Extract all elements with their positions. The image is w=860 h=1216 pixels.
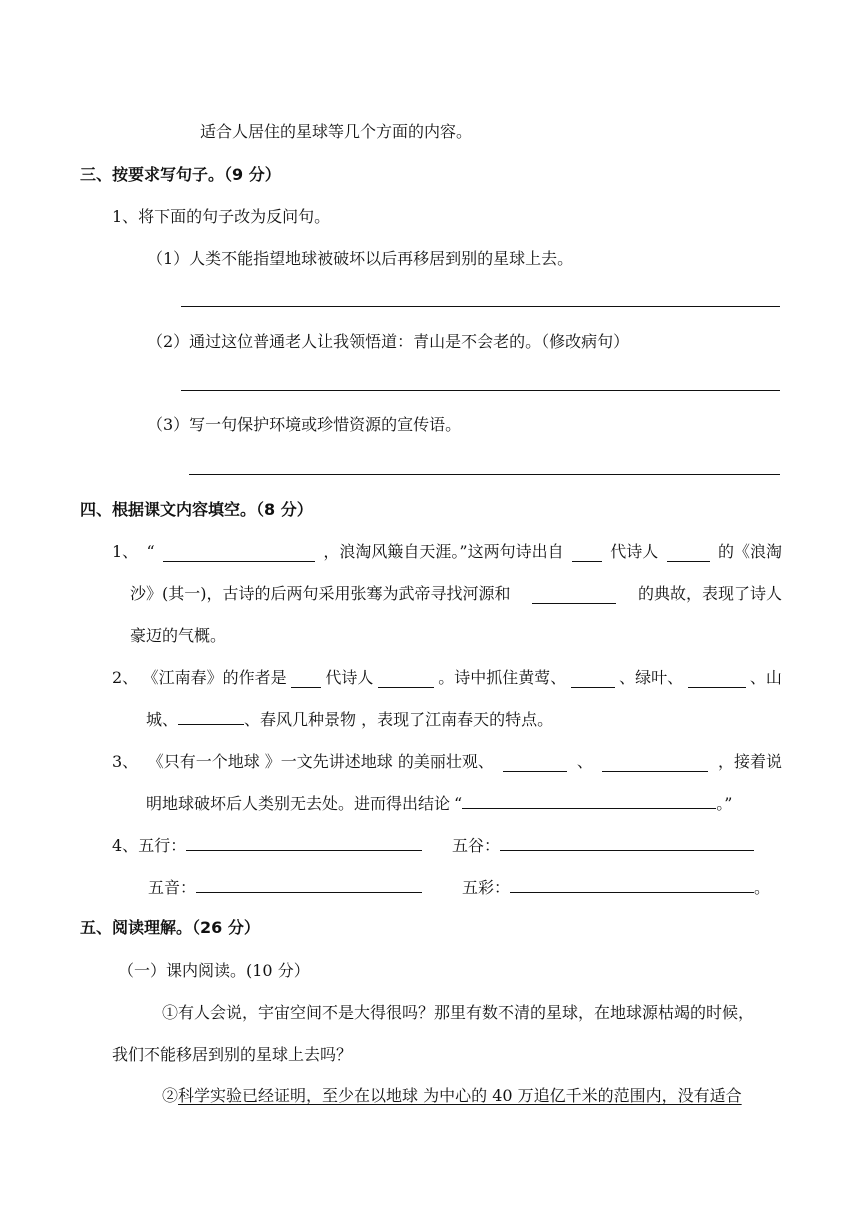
wucai-label: 五彩： [462,878,511,897]
section4-q3-line2 [146,794,732,814]
q2-text-a: 《江南春》的作者是 [142,668,287,687]
q3-text-line2a: 明地球破坏后人类别无去处。进而得出结论 [146,794,451,813]
wugu-label: 五谷： [452,836,501,855]
section4-q4-line2 [148,878,422,898]
q4-number: 4、 [112,836,139,855]
dynasty-blank[interactable] [572,547,602,562]
allusion-blank[interactable] [532,589,616,604]
q1-text-line2a: 沙》(其一)，古诗的后两句采用张骞为武帝寻找河源和 [130,584,511,603]
section4-q1-line3: 豪迈的气概。 [130,626,227,645]
q2-text-d: 、绿叶、 [619,668,684,687]
wucai-row [462,878,770,898]
paragraph2-line1 [162,1086,742,1106]
section4-q2-line2 [146,710,553,730]
q3-number: 3、 [112,752,139,771]
section4-q2-line1 [112,668,782,688]
q2-number: 2、 [112,668,139,687]
q1-text-line2b: 的典故，表现了诗人 [637,584,782,603]
q3-text-b: 、 [576,752,593,771]
q2-text-c: 。诗中抓住黄莺、 [438,668,567,687]
wuyin-blank[interactable] [196,878,422,893]
q2-text-line2b: 、春风几种景物 ，表现了江南春天的特点。 [244,710,554,729]
q3-text-a: 《只有一个地球 》一文先讲述地球 的美丽壮观、 [147,752,494,771]
wuxing-blank[interactable] [186,836,422,851]
q3-blank-1[interactable] [503,757,567,772]
q1-text-c: 代诗人 [610,542,659,561]
answer-line-2[interactable] [181,390,780,391]
wucai-blank[interactable] [510,878,754,893]
q3-blank-2[interactable] [602,757,708,772]
q2-scene-blank-3[interactable] [178,710,244,725]
section3-question-1: 1、将下面的句子改为反问句。 [112,207,331,226]
section5-heading: 五、阅读理解。（26 分） [80,918,260,937]
section4-q4-line1 [112,836,422,856]
paragraph1-line1: ①有人会说，宇宙空间不是大得很吗？那里有数不清的星球，在地球源枯竭的时候， [162,1003,755,1022]
wugu-row [452,836,754,856]
section3-item-3: （3）写一句保护环境或珍惜资源的宣传语。 [147,415,462,434]
q1-open-quote: “ [146,542,155,561]
q3-text-line2c: 。” [716,794,733,813]
wuxing-label: 五行： [138,836,187,855]
q1-text-b: ，浪淘风簸自天涯。”这两句诗出自 [323,542,564,561]
section3-item-2: （2）通过这位普通老人让我领悟道：青山是不会老的。（修改病句） [147,332,630,351]
q2-dynasty-blank[interactable] [291,673,321,688]
section4-q1-line2 [130,584,782,604]
q4-end-mark: 。 [754,878,771,897]
carryover-line: 适合人居住的星球等几个方面的内容。 [200,122,473,141]
q3-text-c: ，接着说 [717,752,782,771]
q2-scene-blank-1[interactable] [571,673,615,688]
q2-scene-blank-2[interactable] [688,673,746,688]
section3-item-1: （1）人类不能指望地球被破坏以后再移居到别的星球上去。 [147,249,574,268]
poet-blank[interactable] [667,547,710,562]
q3-conclusion-blank[interactable] [462,794,716,809]
q2-poet-blank[interactable] [378,673,434,688]
section4-q3-line1 [112,752,782,772]
section5-subheading: （一）课内阅读。(10 分） [118,961,310,980]
q1-text-d: 的《浪淘 [717,542,782,561]
paragraph2-underlined-text: 科学实验已经证明，至少在以地球 为中心的 40 万追亿千米的范围内，没有适合 [178,1086,742,1105]
q3-open-quote: “ [454,794,463,813]
q2-text-line2a: 城、 [146,710,179,729]
answer-line-3[interactable] [189,474,780,475]
q2-text-e: 、山 [749,668,782,687]
paragraph1-line2: 我们不能移居到别的星球上去吗？ [112,1045,353,1064]
q2-text-b: 代诗人 [325,668,374,687]
q1-number: 1、 [112,542,139,561]
answer-line-1[interactable] [181,306,780,307]
wuyin-label: 五音： [148,878,197,897]
wugu-blank[interactable] [500,836,754,851]
section4-heading: 四、根据课文内容填空。（8 分） [80,500,313,519]
paragraph2-mark: ② [162,1086,179,1105]
section4-q1-line1 [112,542,782,562]
poem-line-blank[interactable] [163,547,315,562]
section3-heading: 三、按要求写句子。（9 分） [80,165,281,184]
